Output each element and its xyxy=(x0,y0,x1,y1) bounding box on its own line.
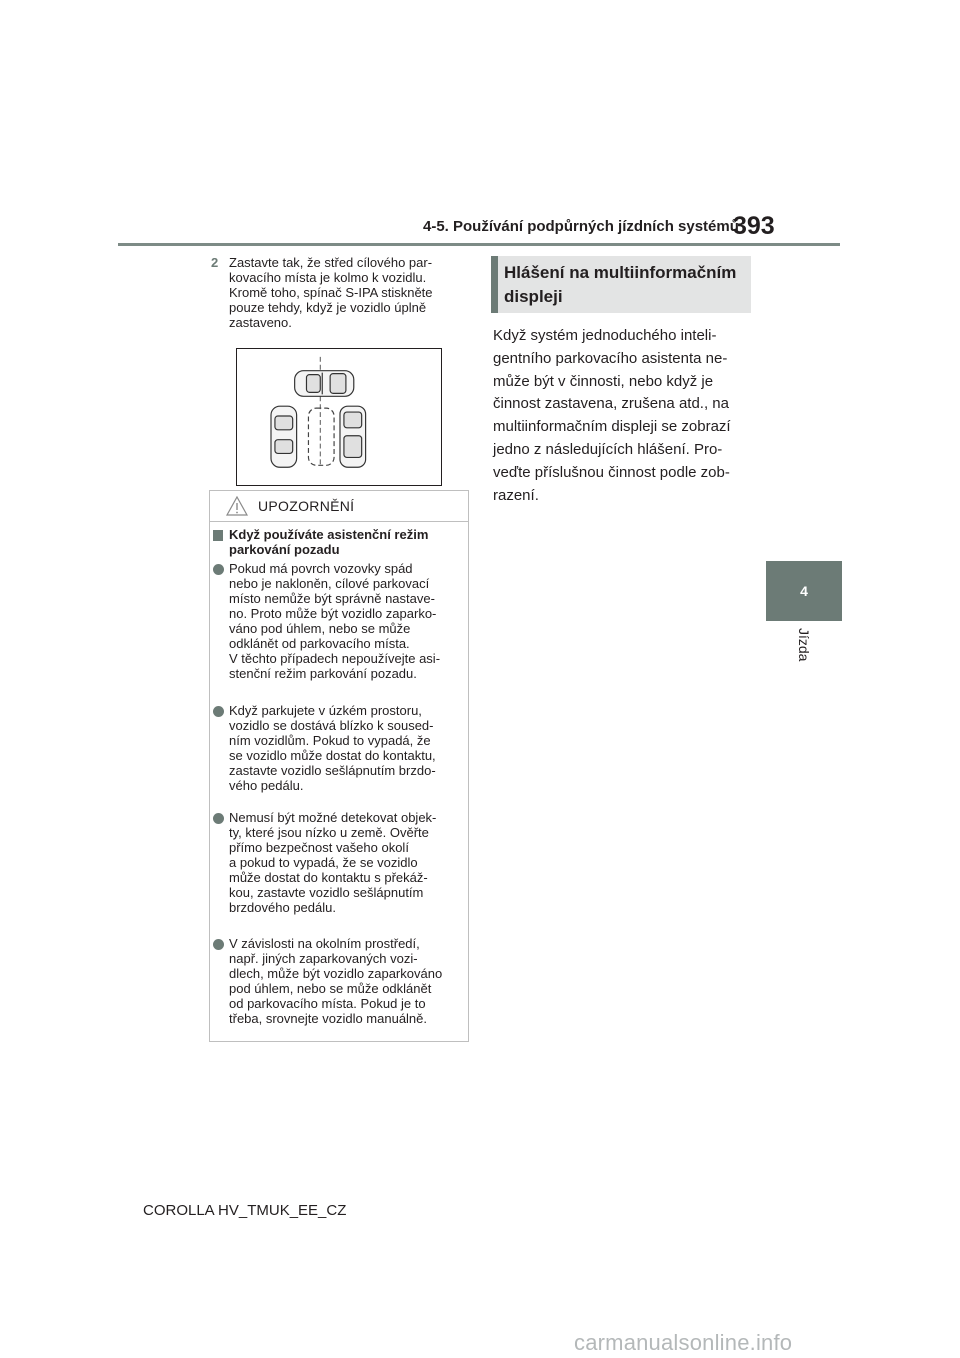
warning-subheading: Když používáte asistenční režim parkování pozadu xyxy=(229,527,429,557)
step-number: 2 xyxy=(211,255,219,270)
step-text: Zastavte tak, že střed cílového par- kovacího místa je kolmo k vozidlu. Kromě toho, spínač S-IPA stiskněte pouze tehdy, když je vozidlo úplně zastaveno. xyxy=(229,255,433,330)
parking-illustration xyxy=(236,348,442,486)
page-number: 393 xyxy=(733,212,775,240)
warning-bullet-4: V závislosti na okolním prostředí, např. jiných zaparkovaných vozi- dlech, může být vozidlo zaparkováno pod úhlem, nebo se může odklánět od parkovacího místa. Pokud je to třeba, srovnejte vozidlo manuálně. xyxy=(229,936,443,1026)
chapter-label xyxy=(784,628,824,688)
bullet-dot-icon xyxy=(213,706,224,717)
bullet-dot-icon xyxy=(213,564,224,575)
warning-divider xyxy=(210,521,468,522)
car-top xyxy=(295,371,354,397)
car-left xyxy=(271,406,297,467)
warning-bullet-2: Když parkujete v úzkém prostoru, vozidlo se dostává blízko k soused- ním vozidlům. Pokud to vypadá, že se vozidlo může dostat do kontaktu, zastavte vozidlo sešlápnutím brzdo- vého pedálu. xyxy=(229,703,436,793)
section-body: Když systém jednoduchého inteli- gentního parkovacího asistenta ne- může být v činnosti, nebo když je činnost zastavena, zrušena atd., na multiinformačním displeji se zobrazí jedno z následujících hlášení. Pro- veďte příslušnou činnost podle zob- razení. xyxy=(493,327,731,504)
section-title: 4-5. Používání podpůrných jízdních systémů xyxy=(423,218,739,235)
warning-triangle-icon xyxy=(226,496,248,516)
square-bullet-icon xyxy=(213,530,223,541)
footer-model: COROLLA HV_TMUK_EE_CZ xyxy=(143,1202,347,1219)
car-right xyxy=(340,406,366,467)
warning-title: UPOZORNĚNÍ xyxy=(258,498,355,514)
warning-bullet-1: Pokud má povrch vozovky spád nebo je nakloněn, cílové parkovací místo nemůže být správně nastave- no. Proto může být vozidlo zaparko- váno pod úhlem, nebo se může odklánět od parkovacího místa. V těchto případech nepoužívejte asi- stenční režim parkování pozadu. xyxy=(229,561,441,681)
bullet-dot-icon xyxy=(213,939,224,950)
section-heading-bar xyxy=(491,256,498,313)
section-heading: Hlášení na multiinformačním displeji xyxy=(504,263,737,306)
watermark: carmanualsonline.info xyxy=(574,1330,793,1355)
header-rule xyxy=(118,243,840,246)
chapter-tab[interactable]: 4 xyxy=(766,561,842,621)
target-space xyxy=(308,408,334,465)
bullet-dot-icon xyxy=(213,813,224,824)
parking-diagram-svg xyxy=(237,349,441,485)
chapter-label-text: Jízda xyxy=(796,628,812,662)
warning-bullet-3: Nemusí být možné detekovat objek- ty, které jsou nízko u země. Ověřte přímo bezpečnost vašeho okolí a pokud to vypadá, že se vozidlo může dostat do kontaktu s překáž- kou, zastavte vozidlo sešlápnutím brzdového pedálu. xyxy=(229,810,437,915)
